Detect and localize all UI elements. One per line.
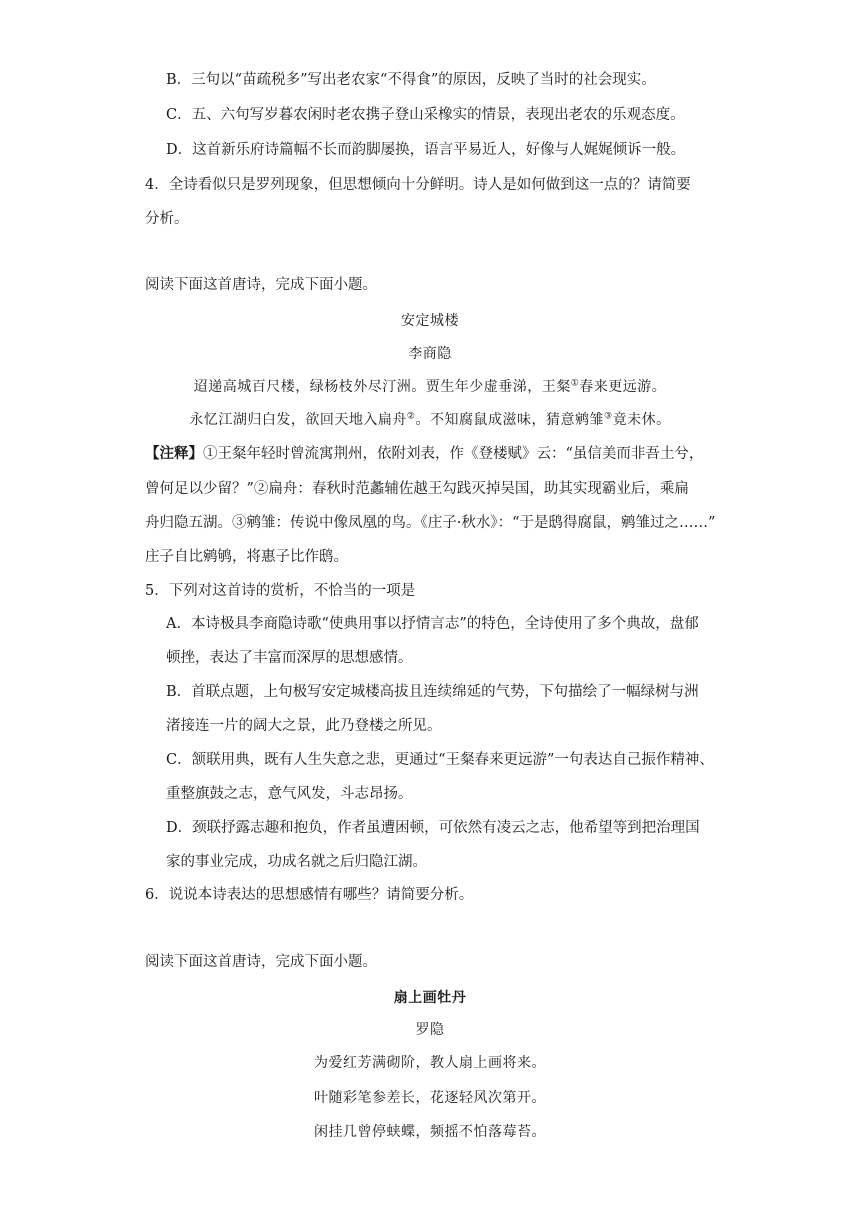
poem3-verse2: 叶随彩笔参差长，花逐轻风次第开。	[314, 1090, 546, 1106]
q5-option-c-line1: C．颔联用典，既有人生失意之悲，更通过“王粲春来更远游”一句表达自己振作精神、	[166, 752, 714, 768]
section2-intro: 阅读下面这首唐诗，完成下面小题。	[145, 277, 377, 293]
q5-option-d-line2: 家的事业完成，功成名就之后归隐江湖。	[166, 854, 427, 870]
verse-text: 。不知腐鼠成滋味，猜意鹓雏	[415, 412, 604, 428]
q5-option-d-line1: D．颈联抒露志趣和抱负，作者虽遭困顿，可依然有凌云之志，他希望等到把治理国	[166, 820, 700, 836]
annotation-line1	[145, 444, 703, 464]
q5-option-b-line1: B．首联点题，上句极写安定城楼高拔且连续绵延的气势，下句描绘了一幅绿树与洲	[166, 684, 699, 700]
verse-text: 竟未休。	[612, 412, 671, 428]
q4-line1: 4．全诗看似只是罗列现象，但思想倾向十分鲜明。诗人是如何做到这一点的？请简要	[145, 177, 691, 193]
poem2-title: 安定城楼	[401, 313, 459, 329]
q5-stem: 5．下列对这首诗的赏析，不恰当的一项是	[145, 583, 416, 599]
poem2-verse2	[0, 410, 860, 430]
poem2-author: 李商隐	[408, 346, 452, 362]
q6-stem: 6．说说本诗表达的思想感情有哪些？请简要分析。	[145, 887, 474, 903]
poem3-title: 扇上画牡丹	[393, 990, 467, 1006]
q5-option-c-line2: 重整旗鼓之志，意气风发，斗志昂扬。	[166, 786, 413, 802]
q5-option-a-line2: 顿挫，表达了丰富而深厚的思想感情。	[166, 650, 413, 666]
note-marker: ③	[604, 411, 613, 422]
poem3-verse1: 为爱红芳满砌阶，教人扇上画将来。	[314, 1055, 546, 1071]
annotation-text: ①王粲年轻时曾流寓荆州，依附刘表，作《登楼赋》云：“虽信美而非吾土兮，	[203, 446, 704, 462]
poem3-verse3: 闲挂几曾停蛱蝶，频摇不怕落莓苔。	[314, 1124, 546, 1140]
q4-line2: 分析。	[145, 211, 189, 227]
q3-option-c: C．五、六句写岁暮农闲时老农携子登山采橡实的情景，表现出老农的乐观态度。	[166, 107, 685, 123]
annotation-line4: 庄子自比鹓鸲，将惠子比作鸱。	[145, 549, 348, 565]
annotation-line2: 曾何足以少留？”②扁舟：春秋时范蠡辅佐越王勾践灭掉吴国，助其实现霸业后，乘扁	[145, 481, 689, 497]
poem3-author: 罗隐	[415, 1022, 445, 1038]
note-marker: ②	[406, 411, 416, 422]
q5-option-b-line2: 渚接连一片的阔大之景，此乃登楼之所见。	[166, 718, 442, 734]
verse-text: 永忆江湖归白发，欲回天地入扁舟	[189, 412, 407, 428]
note-marker: ①	[570, 378, 580, 389]
annotation-label: 【注释】	[145, 445, 203, 462]
section3-intro: 阅读下面这首唐诗，完成下面小题。	[145, 954, 377, 970]
verse-text: 春来更远游。	[579, 379, 667, 395]
verse-text: 迢递高城百尺楼，绿杨枝外尽汀洲。贾生年少虚垂涕，王粲	[193, 379, 571, 395]
poem2-verse1	[0, 377, 860, 397]
q3-option-d: D．这首新乐府诗篇幅不长而韵脚屡换，语言平易近人，好像与人娓娓倾诉一般。	[166, 142, 686, 158]
q3-option-b: B．三句以“苗疏税多”写出老农家“不得食”的原因，反映了当时的社会现实。	[166, 72, 656, 88]
q5-option-a-line1: A．本诗极具李商隐诗歌“使典用事以抒情言志”的特色，全诗使用了多个典故，盘郁	[166, 616, 699, 632]
annotation-line3: 舟归隐五湖。③鹓雏：传说中像凤凰的鸟。《庄子·秋水》：“于是鸱得腐鼠，鹓雏过之……”	[145, 515, 716, 531]
